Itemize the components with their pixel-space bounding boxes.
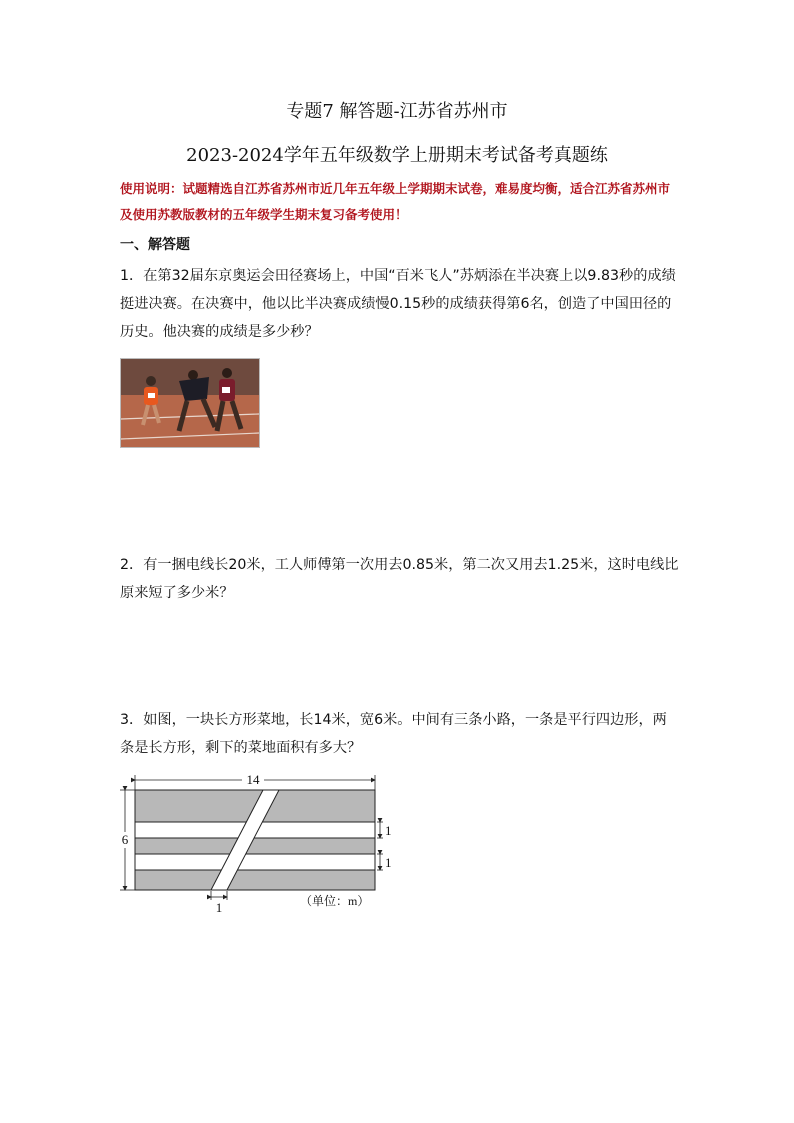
question-3 <box>120 706 680 762</box>
road-width-label-3: 1 <box>215 900 223 915</box>
question-2 <box>120 551 680 607</box>
road-width-label-1: 1 <box>385 823 392 838</box>
sprint-finish-photo <box>120 358 260 448</box>
question-3-text: 如图，一块长方形菜地，长14米，宽6米。中间有三条小路，一条是平行四边形，两条是长方形，剩下的菜地面积有多大？ <box>120 712 667 756</box>
question-1-text: 在第32届东京奥运会田径赛场上，中国“百米飞人”苏炳添在半决赛上以9.83秒的成绩挺进决赛。在决赛中，他以比半决赛成绩慢0.15秒的成绩获得第6名，创造了中国田径的历史。他决赛的成绩是多少秒？ <box>120 268 676 340</box>
horizontal-road-2 <box>136 854 375 870</box>
page-title-line-2: 2023-2024学年五年级数学上册期末考试备考真题练 <box>186 145 608 166</box>
length-label: 14 <box>246 772 260 787</box>
unit-label: （单位：m） <box>300 894 370 908</box>
vegetable-field-diagram <box>110 770 400 916</box>
road-width-label-2: 1 <box>385 855 392 870</box>
question-1-number: 1． <box>120 268 144 284</box>
question-1 <box>120 262 680 346</box>
question-2-text: 有一捆电线长20米，工人师傅第一次用去0.85米，第二次又用去1.25米，这时电线比原来短了多少米？ <box>120 557 679 601</box>
width-label: 6 <box>121 832 129 847</box>
section-heading: 一、解答题 <box>120 237 190 253</box>
page-title-line-1: 专题7 解答题-江苏省苏州市 <box>286 101 508 122</box>
usage-note: 使用说明：试题精选自江苏省苏州市近几年五年级上学期期末试卷，难易度均衡，适合江苏省苏州市及使用苏教版教材的五年级学生期末复习备考使用！ <box>120 181 671 222</box>
question-2-number: 2． <box>120 557 144 573</box>
question-3-number: 3． <box>120 712 144 728</box>
